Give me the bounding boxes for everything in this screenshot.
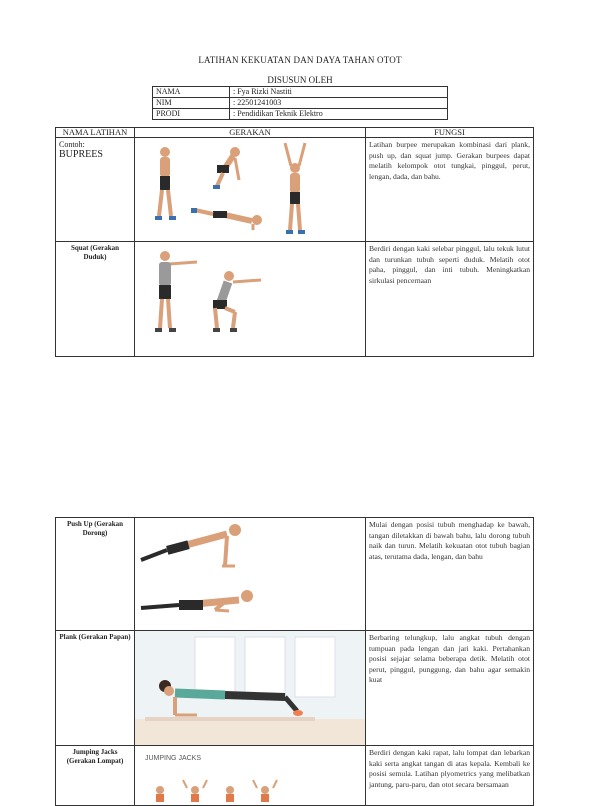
exercise-table-continued	[55, 517, 534, 806]
exercise-function: Berdiri dengan kaki rapat, lalu lompat dan lebarkan kaki serta angkat tangan di atas kepala. Kembali ke posisi semula. Latihan plyometrics yang melibatkan jantung, paru-paru, dan otot secara bersamaan	[366, 746, 534, 806]
table-row	[56, 631, 534, 746]
exercise-image-cell	[135, 518, 366, 631]
info-key: NIM	[153, 98, 230, 109]
squat-illustration	[135, 242, 365, 356]
info-row	[153, 87, 448, 98]
header-fungsi: FUNGSI	[366, 128, 534, 138]
exercise-image-cell	[135, 138, 366, 242]
exercise-name-cell	[56, 242, 135, 357]
exercise-name-cell	[56, 746, 135, 806]
exercise-image-cell	[135, 746, 366, 806]
image-caption: JUMPING JACKS	[145, 755, 202, 762]
table-header-row	[56, 128, 534, 138]
exercise-function: Berbaring telungkup, lalu angkat tubuh dengan tumpuan pada lengan dan jari kaki. Pertahankan posisi sejajar selama beberapa detik. Melatih otot perut, pinggul, punggung, dan bahu agar semakin kuat	[366, 631, 534, 746]
table-row	[56, 518, 534, 631]
exercise-name: Plank (Gerakan Papan)	[59, 633, 131, 641]
info-key: NAMA	[153, 87, 230, 98]
exercise-name: Squat (Gerakan Duduk)	[70, 244, 120, 261]
pushup-illustration	[135, 518, 365, 630]
info-value: : Fya Rizki Nastiti	[230, 87, 448, 98]
exercise-function: Mulai dengan posisi tubuh menghadap ke bawah, tangan diletakkan di bawah bahu, lalu dorong tubuh naik dan turun. Melatih kekuatan otot tubuh bagian atas, terutama dada, lengan, dan bahu	[366, 518, 534, 631]
exercise-function: Berdiri dengan kaki selebar pinggul, lalu tekuk lutut dan turunkan tubuh seperti duduk. Melatih otot paha, pinggul, dan inti tubuh. Meningkatkan sirkulasi pencernaan	[366, 242, 534, 357]
info-row	[153, 109, 448, 120]
example-label: Contoh:	[59, 140, 85, 149]
byline: DISUSUN OLEH	[267, 75, 333, 85]
info-value: : 22501241003	[230, 98, 448, 109]
exercise-name: BUPREES	[59, 149, 103, 160]
info-row	[153, 98, 448, 109]
info-value: : Pendidikan Teknik Elektro	[230, 109, 448, 120]
info-key: PRODI	[153, 109, 230, 120]
exercise-name-cell	[56, 138, 135, 242]
exercise-image-cell	[135, 242, 366, 357]
document-title: LATIHAN KEKUATAN DAN DAYA TAHAN OTOT	[198, 55, 402, 65]
table-row	[56, 746, 534, 806]
exercise-image-cell	[135, 631, 366, 746]
exercise-name: Jumping Jacks (Gerakan Lompat)	[66, 748, 124, 765]
exercise-name-cell	[56, 631, 135, 746]
exercise-name-cell	[56, 518, 135, 631]
header-name: NAMA LATIHAN	[56, 128, 135, 138]
exercise-table	[55, 127, 534, 357]
exercise-function: Latihan burpee merupakan kombinasi dari plank, push up, dan squat jump. Gerakan burpees dapat melatih kelompok otot tungkai, pinggul, perut, lengan, dada, dan bahu.	[366, 138, 534, 242]
jumping-jacks-illustration	[135, 762, 365, 802]
exercise-name: Push Up (Gerakan Dorong)	[66, 520, 123, 537]
burpee-illustration	[135, 138, 365, 241]
table-row	[56, 138, 534, 242]
header-gerakan: GERAKAN	[135, 128, 366, 138]
table-row	[56, 242, 534, 357]
plank-illustration	[135, 631, 365, 745]
author-info-table	[152, 86, 448, 120]
